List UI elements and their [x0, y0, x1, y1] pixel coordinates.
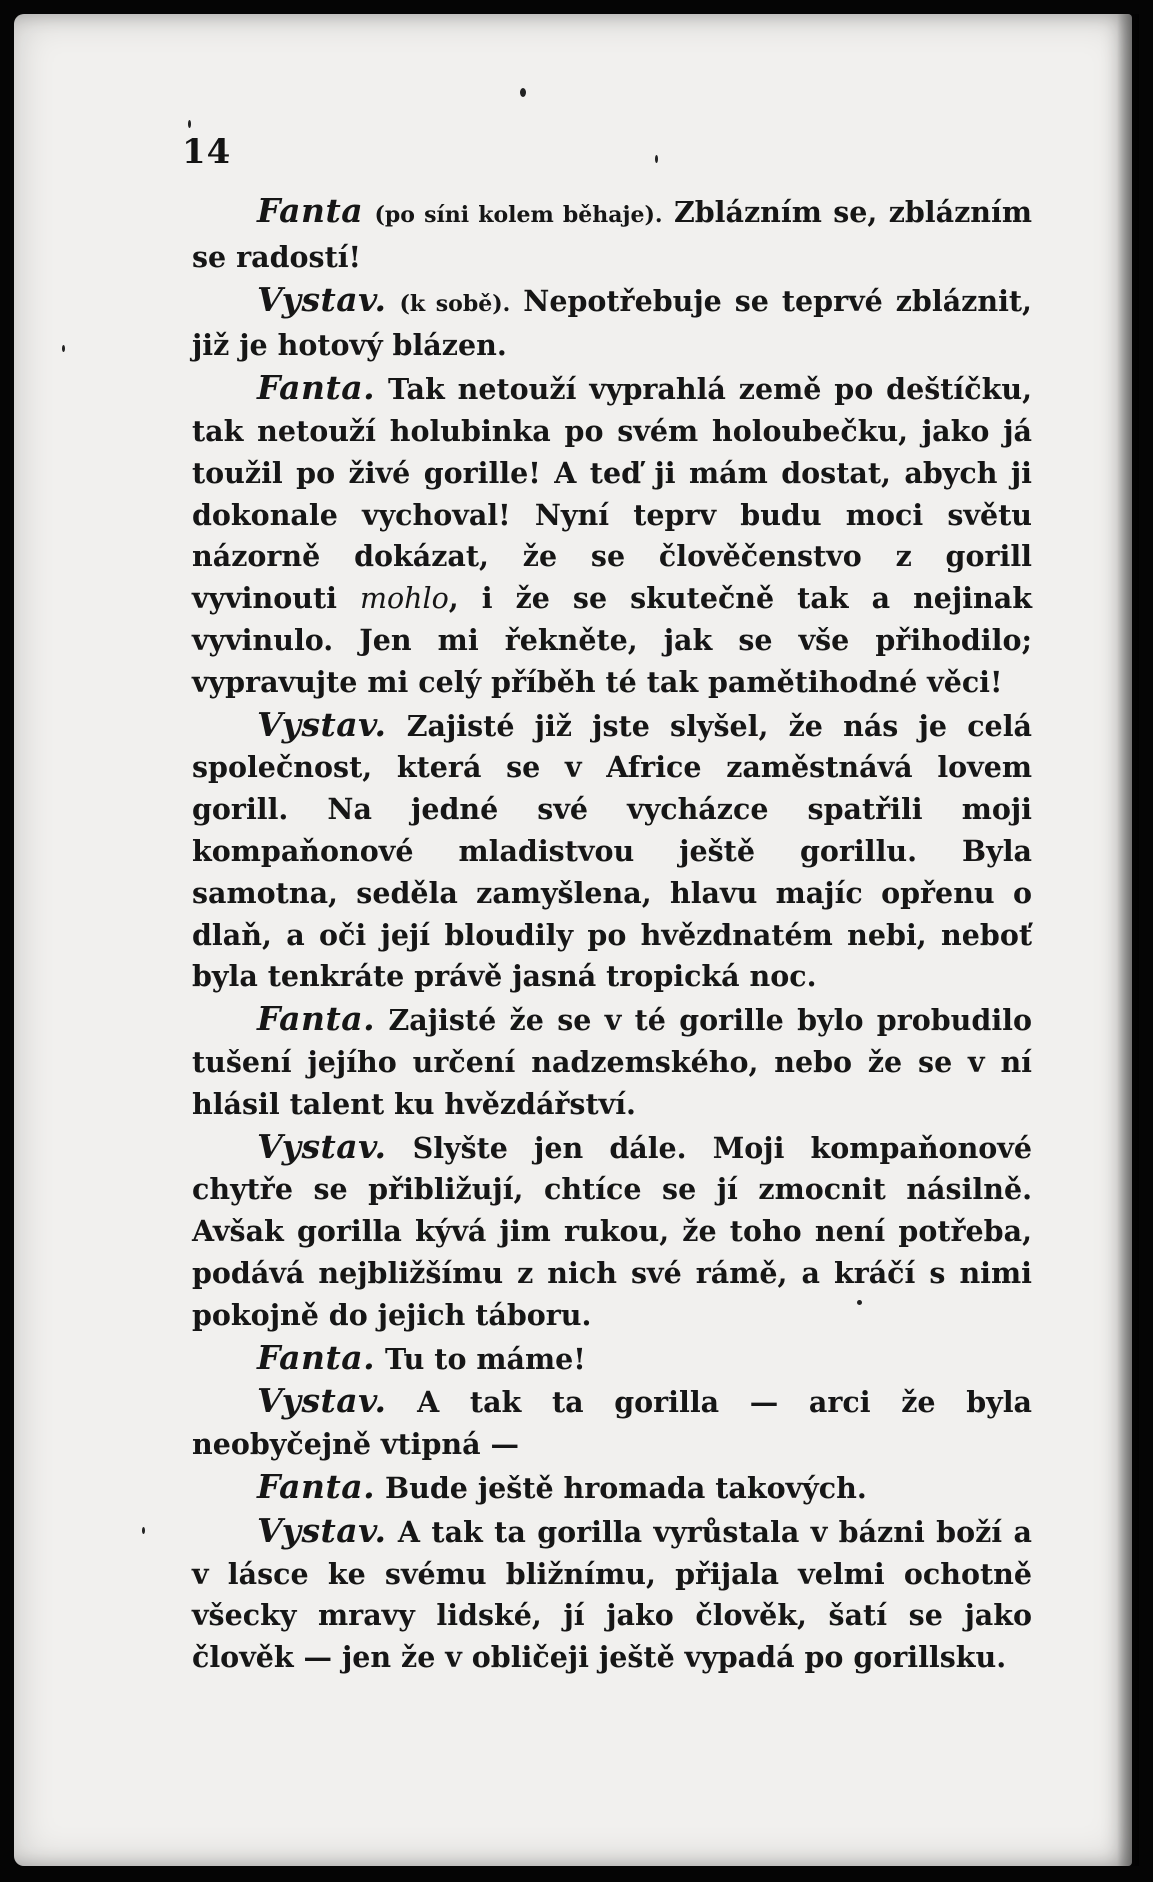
dialogue-line: Bude ještě hromada takových.: [375, 1470, 867, 1505]
dialogue-text: [192, 190, 1032, 1679]
paragraph-3: [192, 367, 1032, 703]
paragraph-7: [192, 1337, 1032, 1381]
scan-speck: [520, 88, 526, 97]
scan-speck: [655, 155, 658, 163]
dialogue-line: Zajisté již jste slyšel, že nás je celá společnost, která se v Africe zaměstnává lovem gorill. Na jedné své vycházce spatřili moji kompaňonové mladistvou ještě gorillu. Byla samotna, seděla zamyšlena, hlavu majíc opřenu o dlaň, a oči její bloudily po hvězdnatém nebi, neboť byla tenkráte právě jasná tropická noc.: [192, 708, 1032, 994]
paragraph-6: [192, 1126, 1032, 1337]
speaker-name: Vystav.: [257, 704, 387, 744]
dialogue-line: Zblázním se, zblázním se radostí!: [192, 195, 1032, 274]
paragraph-4: [192, 704, 1032, 999]
dialogue-line: Nepotřebuje se teprvé zbláznit, již je hotový blázen.: [192, 283, 1032, 363]
paragraph-1: [192, 190, 1032, 279]
speaker-name: Fanta.: [257, 1466, 376, 1506]
speaker-name: Fanta: [257, 191, 364, 230]
speaker-name: Vystav.: [257, 279, 387, 319]
dialogue-line-continued: , i že se skutečně tak a nejinak vyvinulo. Jen mi řekněte, jak se vše přihodilo; vypravujte mi celý příběh té tak pamětihodné věci!: [192, 581, 1032, 699]
paragraph-2: [192, 279, 1032, 368]
speaker-name: Vystav.: [257, 1510, 387, 1550]
emphasized-word: mohlo: [359, 582, 449, 616]
paragraph-5: [192, 998, 1032, 1125]
speaker-name: Fanta.: [257, 999, 376, 1039]
scan-speck: [142, 1527, 145, 1534]
stage-direction: (po síni kolem běhaje).: [374, 202, 663, 228]
page-gutter-shadow: [1117, 14, 1139, 1866]
paragraph-10: [192, 1510, 1032, 1679]
dialogue-line: Tak netouží vyprahlá země po deštíčku, tak netouží holubinka po svém holoubečku, jako já toužil po živé gorille! A teď ji mám dostat, abych ji dokonale vychoval! Nyní teprv budu moci světu názorně dokázat, že se člověčenstvo z gorill vyvinouti: [192, 372, 1032, 616]
stage-direction: (k sobě).: [399, 290, 511, 317]
dialogue-line: Tu to máme!: [375, 1341, 586, 1376]
speaker-name: Vystav.: [257, 1126, 387, 1166]
dialogue-line: Zajisté že se v té gorille bylo probudilo tušení jejího určení nadzemského, nebo že se v ní hlásil talent ku hvězdářství.: [192, 1003, 1032, 1121]
scan-speck: [188, 120, 191, 128]
paragraph-9: [192, 1466, 1032, 1510]
speaker-name: Fanta.: [257, 368, 376, 408]
dialogue-line: A tak ta gorilla — arci že byla neobyčejně vtipná —: [192, 1385, 1032, 1462]
speaker-name: Vystav.: [257, 1381, 387, 1421]
paragraph-8: [192, 1380, 1032, 1466]
dialogue-line: A tak ta gorilla vyrůstala v bázni boží a v lásce ke svému bližnímu, přijala velmi ochotně všecky mravy lidské, jí jako člověk, šatí se jako člověk — jen že v obličeji ještě vypadá po gorillsku.: [192, 1514, 1032, 1675]
scan-speck: [62, 345, 65, 352]
dialogue-line: Slyšte jen dále. Moji kompaňonové chytře se přibližují, chtíce se jí zmocnit násilně. Avšak gorilla kývá jim rukou, že toho není potřeba, podává nejbližšímu z nich své rámě, a kráčí s nimi pokojně do jejich táboru.: [192, 1130, 1032, 1332]
page-number: 14: [182, 132, 232, 172]
speaker-name: Fanta.: [257, 1337, 376, 1377]
